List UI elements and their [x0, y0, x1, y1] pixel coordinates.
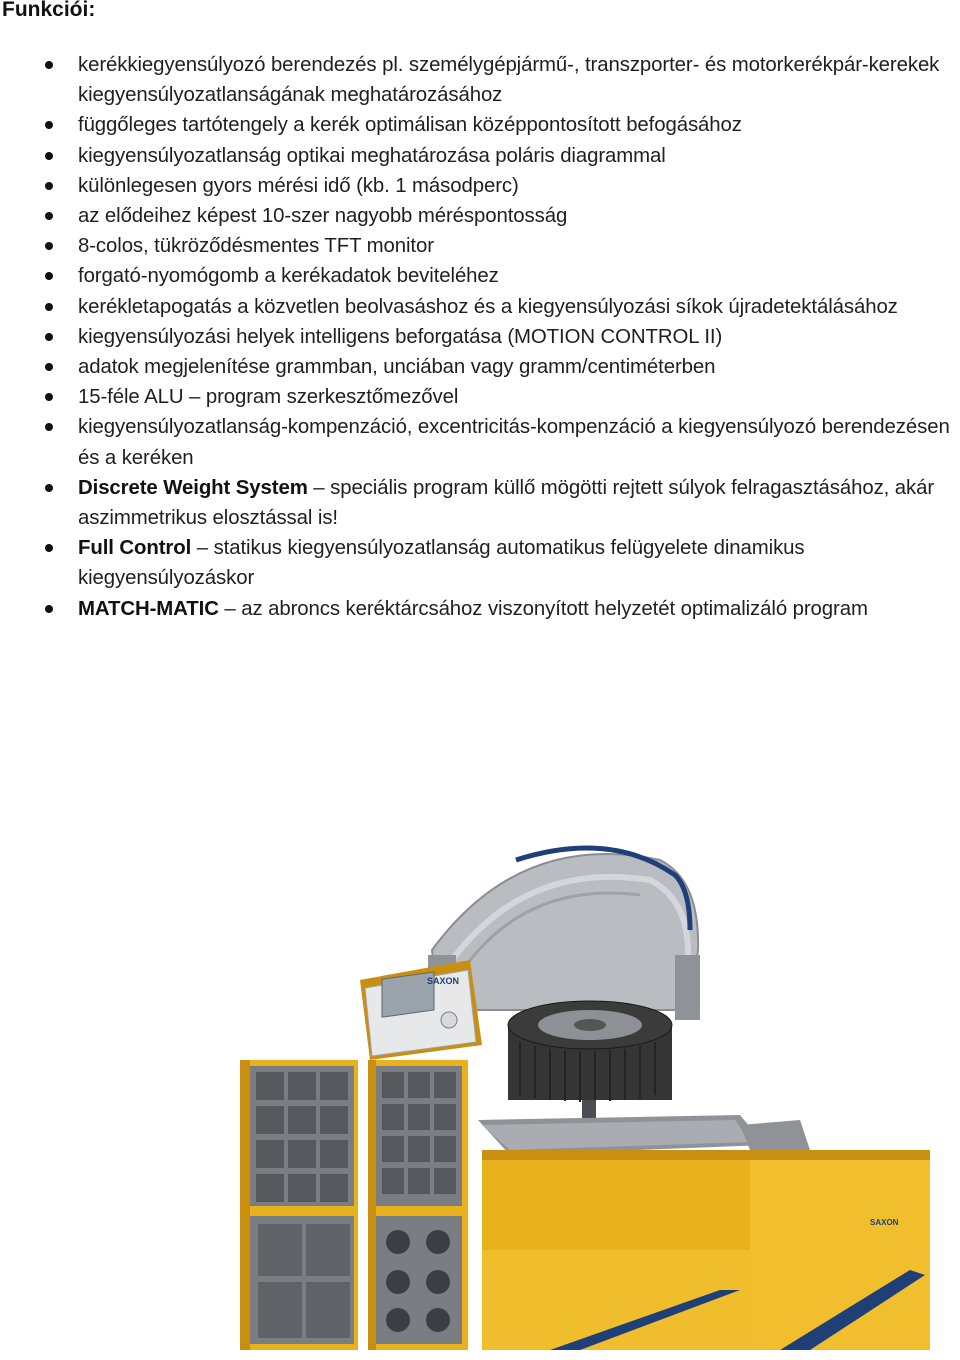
- machine-cabinet: [478, 1115, 930, 1350]
- feature-text: 15-féle ALU – program szerkesztőmezővel: [78, 386, 459, 409]
- feature-bold-label: MATCH-MATIC: [78, 597, 219, 620]
- bullet-icon: [45, 333, 53, 341]
- feature-text: különlegesen gyors mérési idő (kb. 1 másodperc): [78, 174, 519, 197]
- feature-text: kiegyensúlyozási helyek intelligens beforgatása (MOTION CONTROL II): [78, 325, 723, 348]
- list-item: [0, 473, 960, 533]
- feature-text: forgató-nyomógomb a kerékadatok beviteléhez: [78, 265, 499, 288]
- list-item: [0, 141, 960, 171]
- bullet-icon: [45, 423, 53, 431]
- bullet-icon: [45, 152, 53, 160]
- tire: [508, 1001, 672, 1132]
- bullet-icon: [45, 212, 53, 220]
- list-item: [0, 352, 960, 382]
- bullet-icon: [45, 605, 53, 613]
- feature-text: – statikus kiegyensúlyozatlanság automatikus felügyelete dinamikus kiegyensúlyozáskor: [78, 537, 805, 590]
- bullet-icon: [45, 484, 53, 492]
- feature-text: – speciális program küllő mögötti rejtett súlyok felragasztásához, akár aszimmetrikus elosztással is!: [78, 476, 935, 530]
- product-image: [220, 820, 960, 1355]
- bullet-icon: [45, 272, 53, 280]
- feature-bold-label: Discrete Weight System: [78, 476, 308, 499]
- list-item: [0, 382, 960, 412]
- list-item: [0, 110, 960, 140]
- weight-storage-left: [240, 1060, 468, 1350]
- feature-text: kiegyensúlyozatlanság-kompenzáció, excentricitás-kompenzáció a kiegyensúlyozó berendezésen és a keréken: [78, 416, 950, 469]
- list-item: [0, 594, 960, 624]
- list-item: [0, 201, 960, 231]
- feature-text: 8-colos, tükröződésmentes TFT monitor: [78, 235, 434, 258]
- bullet-icon: [45, 242, 53, 250]
- bullet-icon: [45, 182, 53, 190]
- feature-text: kerékletapogatás a közvetlen beolvasáshoz és a kiegyensúlyozási síkok újradetektálásához: [78, 295, 898, 318]
- list-item: [0, 292, 960, 322]
- list-item: [0, 261, 960, 291]
- bullet-icon: [45, 544, 53, 552]
- feature-text: – az abroncs keréktárcsához viszonyított helyzetét optimalizáló program: [218, 597, 868, 620]
- bullet-icon: [45, 363, 53, 371]
- feature-text: adatok megjelenítése grammban, unciában vagy gramm/centiméterben: [78, 356, 716, 379]
- monitor-console: [360, 960, 482, 1060]
- list-item: [0, 412, 960, 472]
- logo-text: SAXON: [870, 1218, 899, 1227]
- feature-text: kiegyensúlyozatlanság optikai meghatározása poláris diagrammal: [78, 144, 666, 167]
- list-item: [0, 50, 960, 110]
- bullet-icon: [45, 61, 53, 69]
- bullet-icon: [45, 393, 53, 401]
- feature-bold-label: Full Control: [78, 537, 192, 560]
- list-item: [0, 171, 960, 201]
- list-item: [0, 322, 960, 352]
- feature-text: az elődeihez képest 10-szer nagyobb méréspontosság: [78, 205, 568, 228]
- list-item: [0, 533, 960, 593]
- bullet-icon: [45, 121, 53, 129]
- logo-text: SAXON: [427, 976, 460, 986]
- bullet-icon: [45, 303, 53, 311]
- feature-list: [0, 50, 960, 624]
- list-item: [0, 231, 960, 261]
- page-title: Funkciói:: [2, 0, 96, 21]
- feature-text: függőleges tartótengely a kerék optimálisan középpontosított befogásához: [78, 114, 742, 137]
- feature-text: kerékkiegyensúlyozó berendezés pl. személygépjármű-, transzporter- és motorkerékpár-kerekek kiegyensúlyozatlanságának meghatározásához: [78, 54, 940, 107]
